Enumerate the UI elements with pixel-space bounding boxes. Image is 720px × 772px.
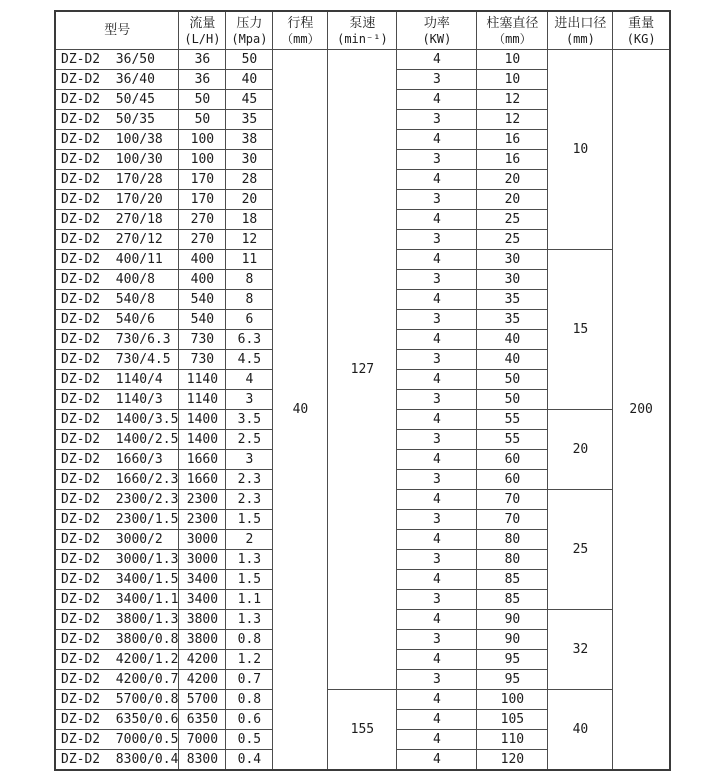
- cell-plunger: 105: [477, 710, 548, 730]
- col-header-label: 行程: [287, 16, 314, 31]
- cell-model: DZ-D2 3800/0.8: [55, 630, 179, 650]
- cell-pressure: 40: [226, 70, 273, 90]
- cell-plunger: 30: [477, 270, 548, 290]
- cell-power: 4: [397, 90, 477, 110]
- cell-pressure: 6.3: [226, 330, 273, 350]
- cell-inlet-outlet: 10: [548, 50, 613, 250]
- cell-flow: 100: [179, 150, 226, 170]
- cell-flow: 4200: [179, 670, 226, 690]
- cell-flow: 3000: [179, 530, 226, 550]
- cell-model: DZ-D2 170/20: [55, 190, 179, 210]
- col-header-unit: (min⁻¹): [337, 32, 388, 46]
- cell-model: DZ-D2 5700/0.8: [55, 690, 179, 710]
- cell-pressure: 1.3: [226, 550, 273, 570]
- cell-model: DZ-D2 50/35: [55, 110, 179, 130]
- cell-power: 4: [397, 370, 477, 390]
- cell-pressure: 2: [226, 530, 273, 550]
- cell-pressure: 45: [226, 90, 273, 110]
- cell-flow: 270: [179, 210, 226, 230]
- cell-model: DZ-D2 2300/1.5: [55, 510, 179, 530]
- cell-flow: 1140: [179, 390, 226, 410]
- cell-power: 4: [397, 50, 477, 70]
- pump-spec-table: [54, 10, 671, 771]
- col-header-inlet-outlet: [548, 11, 613, 50]
- cell-flow: 400: [179, 250, 226, 270]
- cell-model: DZ-D2 400/11: [55, 250, 179, 270]
- cell-power: 4: [397, 650, 477, 670]
- cell-power: 4: [397, 330, 477, 350]
- cell-plunger: 20: [477, 190, 548, 210]
- cell-plunger: 12: [477, 90, 548, 110]
- cell-pressure: 12: [226, 230, 273, 250]
- cell-power: 4: [397, 250, 477, 270]
- header-row: [55, 11, 670, 50]
- cell-pressure: 38: [226, 130, 273, 150]
- cell-pressure: 1.5: [226, 510, 273, 530]
- cell-model: DZ-D2 4200/0.7: [55, 670, 179, 690]
- col-header-label: 泵速: [349, 16, 376, 31]
- col-header-unit: (Mpa): [231, 32, 268, 46]
- cell-weight: 200: [613, 50, 670, 771]
- col-header-power: [397, 11, 477, 50]
- cell-flow: 1400: [179, 430, 226, 450]
- cell-model: DZ-D2 1660/3: [55, 450, 179, 470]
- cell-model: DZ-D2 2300/2.3: [55, 490, 179, 510]
- col-header-label: 型号: [104, 23, 131, 38]
- cell-flow: 50: [179, 90, 226, 110]
- cell-plunger: 95: [477, 670, 548, 690]
- cell-model: DZ-D2 3000/2: [55, 530, 179, 550]
- cell-plunger: 25: [477, 230, 548, 250]
- cell-pressure: 3.5: [226, 410, 273, 430]
- cell-power: 4: [397, 530, 477, 550]
- cell-power: 3: [397, 190, 477, 210]
- cell-pressure: 20: [226, 190, 273, 210]
- cell-flow: 3400: [179, 590, 226, 610]
- cell-model: DZ-D2 170/28: [55, 170, 179, 190]
- cell-model: DZ-D2 270/12: [55, 230, 179, 250]
- cell-plunger: 25: [477, 210, 548, 230]
- cell-power: 3: [397, 590, 477, 610]
- cell-flow: 100: [179, 130, 226, 150]
- cell-model: DZ-D2 3400/1.1: [55, 590, 179, 610]
- cell-plunger: 40: [477, 350, 548, 370]
- cell-model: DZ-D2 36/40: [55, 70, 179, 90]
- cell-flow: 4200: [179, 650, 226, 670]
- cell-power: 4: [397, 210, 477, 230]
- cell-power: 4: [397, 410, 477, 430]
- cell-pressure: 18: [226, 210, 273, 230]
- cell-model: DZ-D2 540/8: [55, 290, 179, 310]
- cell-pressure: 4.5: [226, 350, 273, 370]
- cell-power: 3: [397, 310, 477, 330]
- cell-power: 4: [397, 450, 477, 470]
- cell-pressure: 1.5: [226, 570, 273, 590]
- cell-model: DZ-D2 3800/1.3: [55, 610, 179, 630]
- cell-plunger: 55: [477, 430, 548, 450]
- col-header-unit: (L/H): [184, 32, 221, 46]
- cell-plunger: 60: [477, 450, 548, 470]
- cell-plunger: 10: [477, 50, 548, 70]
- cell-power: 3: [397, 230, 477, 250]
- cell-flow: 3800: [179, 610, 226, 630]
- cell-flow: 8300: [179, 750, 226, 771]
- cell-flow: 170: [179, 190, 226, 210]
- cell-plunger: 50: [477, 370, 548, 390]
- cell-pressure: 1.1: [226, 590, 273, 610]
- cell-flow: 2300: [179, 490, 226, 510]
- cell-plunger: 12: [477, 110, 548, 130]
- cell-model: DZ-D2 1140/3: [55, 390, 179, 410]
- cell-plunger: 55: [477, 410, 548, 430]
- col-header-flow: [179, 11, 226, 50]
- cell-plunger: 10: [477, 70, 548, 90]
- cell-inlet-outlet: 15: [548, 250, 613, 410]
- col-header-pressure: [226, 11, 273, 50]
- cell-pressure: 0.5: [226, 730, 273, 750]
- cell-flow: 6350: [179, 710, 226, 730]
- cell-inlet-outlet: 32: [548, 610, 613, 690]
- cell-pressure: 0.6: [226, 710, 273, 730]
- cell-model: DZ-D2 6350/0.6: [55, 710, 179, 730]
- cell-plunger: 70: [477, 510, 548, 530]
- cell-power: 4: [397, 170, 477, 190]
- cell-pressure: 4: [226, 370, 273, 390]
- cell-model: DZ-D2 730/6.3: [55, 330, 179, 350]
- cell-pressure: 30: [226, 150, 273, 170]
- cell-power: 4: [397, 490, 477, 510]
- cell-pressure: 0.4: [226, 750, 273, 771]
- col-header-label: 功率: [423, 16, 450, 31]
- cell-power: 3: [397, 110, 477, 130]
- cell-pressure: 0.7: [226, 670, 273, 690]
- cell-pressure: 2.5: [226, 430, 273, 450]
- cell-power: 3: [397, 150, 477, 170]
- cell-pressure: 8: [226, 290, 273, 310]
- table-body: [55, 50, 670, 771]
- cell-plunger: 35: [477, 310, 548, 330]
- cell-pressure: 3: [226, 390, 273, 410]
- cell-power: 4: [397, 130, 477, 150]
- cell-flow: 1140: [179, 370, 226, 390]
- cell-model: DZ-D2 100/38: [55, 130, 179, 150]
- cell-pressure: 35: [226, 110, 273, 130]
- cell-flow: 1660: [179, 450, 226, 470]
- cell-flow: 2300: [179, 510, 226, 530]
- cell-plunger: 70: [477, 490, 548, 510]
- cell-pressure: 2.3: [226, 470, 273, 490]
- cell-plunger: 80: [477, 550, 548, 570]
- cell-flow: 50: [179, 110, 226, 130]
- cell-power: 3: [397, 390, 477, 410]
- col-header-unit: （mm）: [281, 32, 320, 46]
- cell-power: 3: [397, 70, 477, 90]
- cell-power: 3: [397, 630, 477, 650]
- col-header-label: 流量: [189, 16, 216, 31]
- cell-plunger: 35: [477, 290, 548, 310]
- cell-model: DZ-D2 4200/1.2: [55, 650, 179, 670]
- cell-flow: 540: [179, 290, 226, 310]
- cell-plunger: 110: [477, 730, 548, 750]
- cell-plunger: 120: [477, 750, 548, 771]
- cell-plunger: 95: [477, 650, 548, 670]
- cell-inlet-outlet: 40: [548, 690, 613, 771]
- cell-plunger: 90: [477, 630, 548, 650]
- col-header-unit: (KG): [626, 32, 656, 46]
- col-header-label: 进出口径: [554, 16, 607, 31]
- col-header-label: 重量: [628, 16, 655, 31]
- cell-power: 4: [397, 730, 477, 750]
- cell-plunger: 80: [477, 530, 548, 550]
- cell-stroke: 40: [273, 50, 328, 771]
- cell-model: DZ-D2 50/45: [55, 90, 179, 110]
- cell-model: DZ-D2 540/6: [55, 310, 179, 330]
- cell-model: DZ-D2 400/8: [55, 270, 179, 290]
- cell-flow: 400: [179, 270, 226, 290]
- cell-flow: 540: [179, 310, 226, 330]
- cell-pressure: 11: [226, 250, 273, 270]
- cell-pressure: 50: [226, 50, 273, 70]
- cell-power: 3: [397, 470, 477, 490]
- cell-power: 3: [397, 350, 477, 370]
- cell-model: DZ-D2 36/50: [55, 50, 179, 70]
- cell-flow: 1660: [179, 470, 226, 490]
- cell-model: DZ-D2 3400/1.5: [55, 570, 179, 590]
- cell-plunger: 16: [477, 150, 548, 170]
- cell-plunger: 85: [477, 590, 548, 610]
- cell-flow: 36: [179, 70, 226, 90]
- cell-power: 4: [397, 710, 477, 730]
- cell-model: DZ-D2 1400/2.5: [55, 430, 179, 450]
- cell-pressure: 0.8: [226, 630, 273, 650]
- cell-model: DZ-D2 730/4.5: [55, 350, 179, 370]
- cell-power: 4: [397, 610, 477, 630]
- col-header-label: 压力: [236, 16, 263, 31]
- cell-plunger: 85: [477, 570, 548, 590]
- cell-flow: 3000: [179, 550, 226, 570]
- col-header-unit: (KW): [422, 32, 452, 46]
- cell-pressure: 1.3: [226, 610, 273, 630]
- cell-power: 3: [397, 550, 477, 570]
- col-header-unit: （mm）: [493, 32, 532, 46]
- cell-power: 4: [397, 750, 477, 771]
- cell-power: 3: [397, 270, 477, 290]
- cell-plunger: 16: [477, 130, 548, 150]
- cell-model: DZ-D2 7000/0.5: [55, 730, 179, 750]
- col-header-pump-speed: [328, 11, 397, 50]
- cell-inlet-outlet: 20: [548, 410, 613, 490]
- cell-flow: 1400: [179, 410, 226, 430]
- cell-plunger: 20: [477, 170, 548, 190]
- cell-plunger: 40: [477, 330, 548, 350]
- cell-plunger: 60: [477, 470, 548, 490]
- cell-model: DZ-D2 1660/2.3: [55, 470, 179, 490]
- cell-flow: 7000: [179, 730, 226, 750]
- col-header-weight: [613, 11, 670, 50]
- cell-pressure: 2.3: [226, 490, 273, 510]
- cell-power: 3: [397, 430, 477, 450]
- cell-power: 3: [397, 510, 477, 530]
- cell-pressure: 6: [226, 310, 273, 330]
- cell-flow: 730: [179, 330, 226, 350]
- cell-pressure: 8: [226, 270, 273, 290]
- cell-model: DZ-D2 100/30: [55, 150, 179, 170]
- table-row: [55, 690, 670, 710]
- cell-pressure: 3: [226, 450, 273, 470]
- cell-flow: 170: [179, 170, 226, 190]
- cell-plunger: 100: [477, 690, 548, 710]
- col-header-plunger: [477, 11, 548, 50]
- cell-plunger: 90: [477, 610, 548, 630]
- col-header-label: 柱塞直径: [486, 16, 539, 31]
- cell-pressure: 28: [226, 170, 273, 190]
- cell-flow: 36: [179, 50, 226, 70]
- cell-power: 4: [397, 570, 477, 590]
- table-header: [55, 11, 670, 50]
- cell-model: DZ-D2 270/18: [55, 210, 179, 230]
- cell-power: 3: [397, 670, 477, 690]
- cell-flow: 3800: [179, 630, 226, 650]
- col-header-stroke: [273, 11, 328, 50]
- cell-model: DZ-D2 1400/3.5: [55, 410, 179, 430]
- pump-spec-table-container: [54, 10, 671, 771]
- table-row: [55, 50, 670, 70]
- cell-pressure: 0.8: [226, 690, 273, 710]
- cell-model: DZ-D2 1140/4: [55, 370, 179, 390]
- cell-power: 4: [397, 290, 477, 310]
- cell-model: DZ-D2 8300/0.4: [55, 750, 179, 771]
- cell-flow: 730: [179, 350, 226, 370]
- cell-flow: 270: [179, 230, 226, 250]
- cell-flow: 5700: [179, 690, 226, 710]
- col-header-unit: (mm): [565, 32, 595, 46]
- cell-plunger: 30: [477, 250, 548, 270]
- cell-power: 4: [397, 690, 477, 710]
- col-header-model: [55, 11, 179, 50]
- cell-plunger: 50: [477, 390, 548, 410]
- cell-pump-speed: 127: [328, 50, 397, 690]
- cell-pressure: 1.2: [226, 650, 273, 670]
- cell-model: DZ-D2 3000/1.3: [55, 550, 179, 570]
- cell-pump-speed: 155: [328, 690, 397, 771]
- cell-flow: 3400: [179, 570, 226, 590]
- cell-inlet-outlet: 25: [548, 490, 613, 610]
